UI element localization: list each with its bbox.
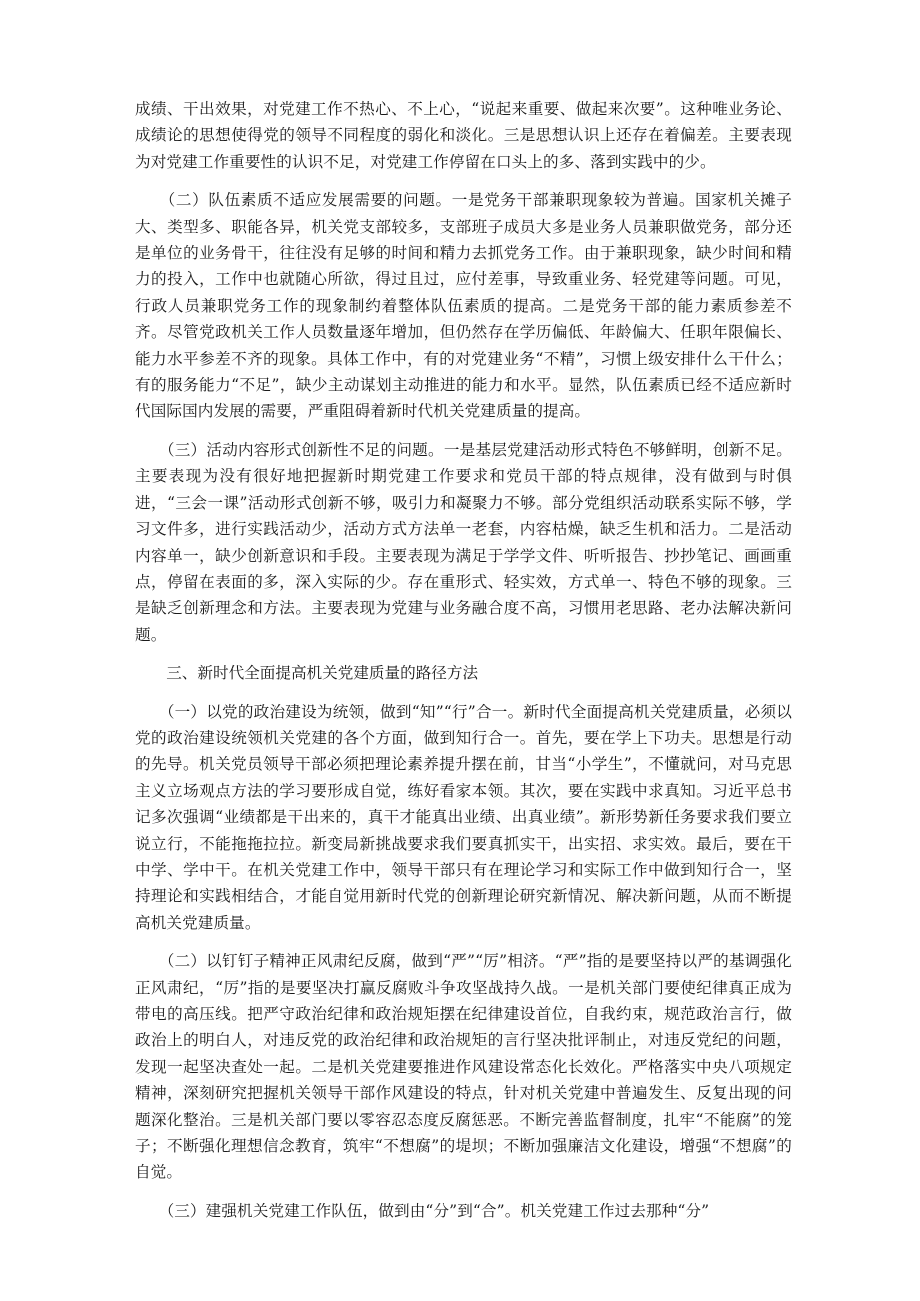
paragraph-1: 成绩、干出效果，对党建工作不热心、不上心，“说起来重要、做起来次要”。这种唯业务论、成绩论的思想使得党的领导不同程度的弱化和淡化。三是思想认识上还存在着偏差。主要表现为对党建工作重要性的认识不足，对党建工作停留在口头上的多、落到实践中的少。 <box>135 100 792 171</box>
section-heading: 三、新时代全面提高机关党建质量的路径方法 <box>135 664 479 683</box>
document-page <box>135 96 792 1236</box>
paragraph-4: （一）以党的政治建设为统领，做到“知”“行”合一。新时代全面提高机关党建质量，必须以党的政治建设统领机关党建的各个方面，做到知行合一。首先，要在学上下功夫。思想是行动的先导。机关党员领导干部必须把理论素养提升摆在前，甘当“小学生”，不懂就问，对马克思主义立场观点方法的学习要形成自觉，练好看家本领。其次，要在实践中求真知。习近平总书记多次强调“业绩都是干出来的，真干才能真出业绩、出真业绩”。新形势新任务要求我们要立说立行，不能拖拖拉拉。新变局新挑战要求我们要真抓实干，出实招、求实效。最后，要在干中学、学中干。在机关党建工作中，领导干部只有在理论学习和实际工作中做到知行合一，坚持理论和实践相结合，才能自觉用新时代党的创新理论研究新情况、解决新问题，从而不断提高机关党建质量。 <box>135 702 792 932</box>
paragraph-5: （二）以钉钉子精神正风肃纪反腐，做到“严”“厉”相济。“严”指的是要坚持以严的基调强化正风肃纪，“厉”指的是要坚决打赢反腐败斗争攻坚战持久战。一是机关部门要使纪律真正成为带电的高压线。把严守政治纪律和政治规矩摆在纪律建设首位，自我约束，规范政治言行，做政治上的明白人，对违反党的政治纪律和政治规矩的言行坚决批评制止，对违反党纪的问题，发现一起坚决查处一起。二是机关党建要推进作风建设常态化长效化。严格落实中央八项规定精神，深刻研究把握机关领导干部作风建设的特点，针对机关党建中普遍发生、反复出现的问题深化整治。三是机关部门要以零容忍态度反腐惩恶。不断完善监督制度，扎牢“不能腐”的笼子；不断强化理想信念教育，筑牢“不想腐”的堤坝；不断加强廉洁文化建设，增强“不想腐”的自觉。 <box>135 952 792 1182</box>
paragraph-2: （二）队伍素质不适应发展需要的问题。一是党务干部兼职现象较为普遍。国家机关摊子大、类型多、职能各异，机关党支部较多，支部班子成员大多是业务人员兼职做党务，部分还是单位的业务骨干，往往没有足够的时间和精力去抓党务工作。由于兼职现象，缺少时间和精力的投入，工作中也就随心所欲，得过且过，应付差事，导致重业务、轻党建等问题。可见，行政人员兼职党务工作的现象制约着整体队伍素质的提高。二是党务干部的能力素质参差不齐。尽管党政机关工作人员数量逐年增加，但仍然存在学历偏低、年龄偏大、任职年限偏长、能力水平参差不齐的现象。具体工作中，有的对党建业务“不精”，习惯上级安排什么干什么；有的服务能力“不足”，缺少主动谋划主动推进的能力和水平。显然，队伍素质已经不适应新时代国际国内发展的需要，严重阻碍着新时代机关党建质量的提高。 <box>135 191 792 421</box>
paragraph-3: （三）活动内容形式创新性不足的问题。一是基层党建活动形式特色不够鲜明，创新不足。主要表现为没有很好地把握新时期党建工作要求和党员干部的特点规律，没有做到与时俱进，“三会一课”活动形式创新不够，吸引力和凝聚力不够。部分党组织活动联系实际不够，学习文件多，进行实践活动少，活动方式方法单一老套，内容枯燥，缺乏生机和活力。二是活动内容单一，缺少创新意识和手段。主要表现为满足于学学文件、听听报告、抄抄笔记、画画重点，停留在表面的多，深入实际的少。存在重形式、轻实效，方式单一、特色不够的现象。三是缺乏创新理念和方法。主要表现为党建与业务融合度不高，习惯用老思路、老办法解决新问题。 <box>135 440 792 644</box>
paragraph-6: （三）建强机关党建工作队伍，做到由“分”到“合”。机关党建工作过去那种“分” <box>135 1201 710 1220</box>
